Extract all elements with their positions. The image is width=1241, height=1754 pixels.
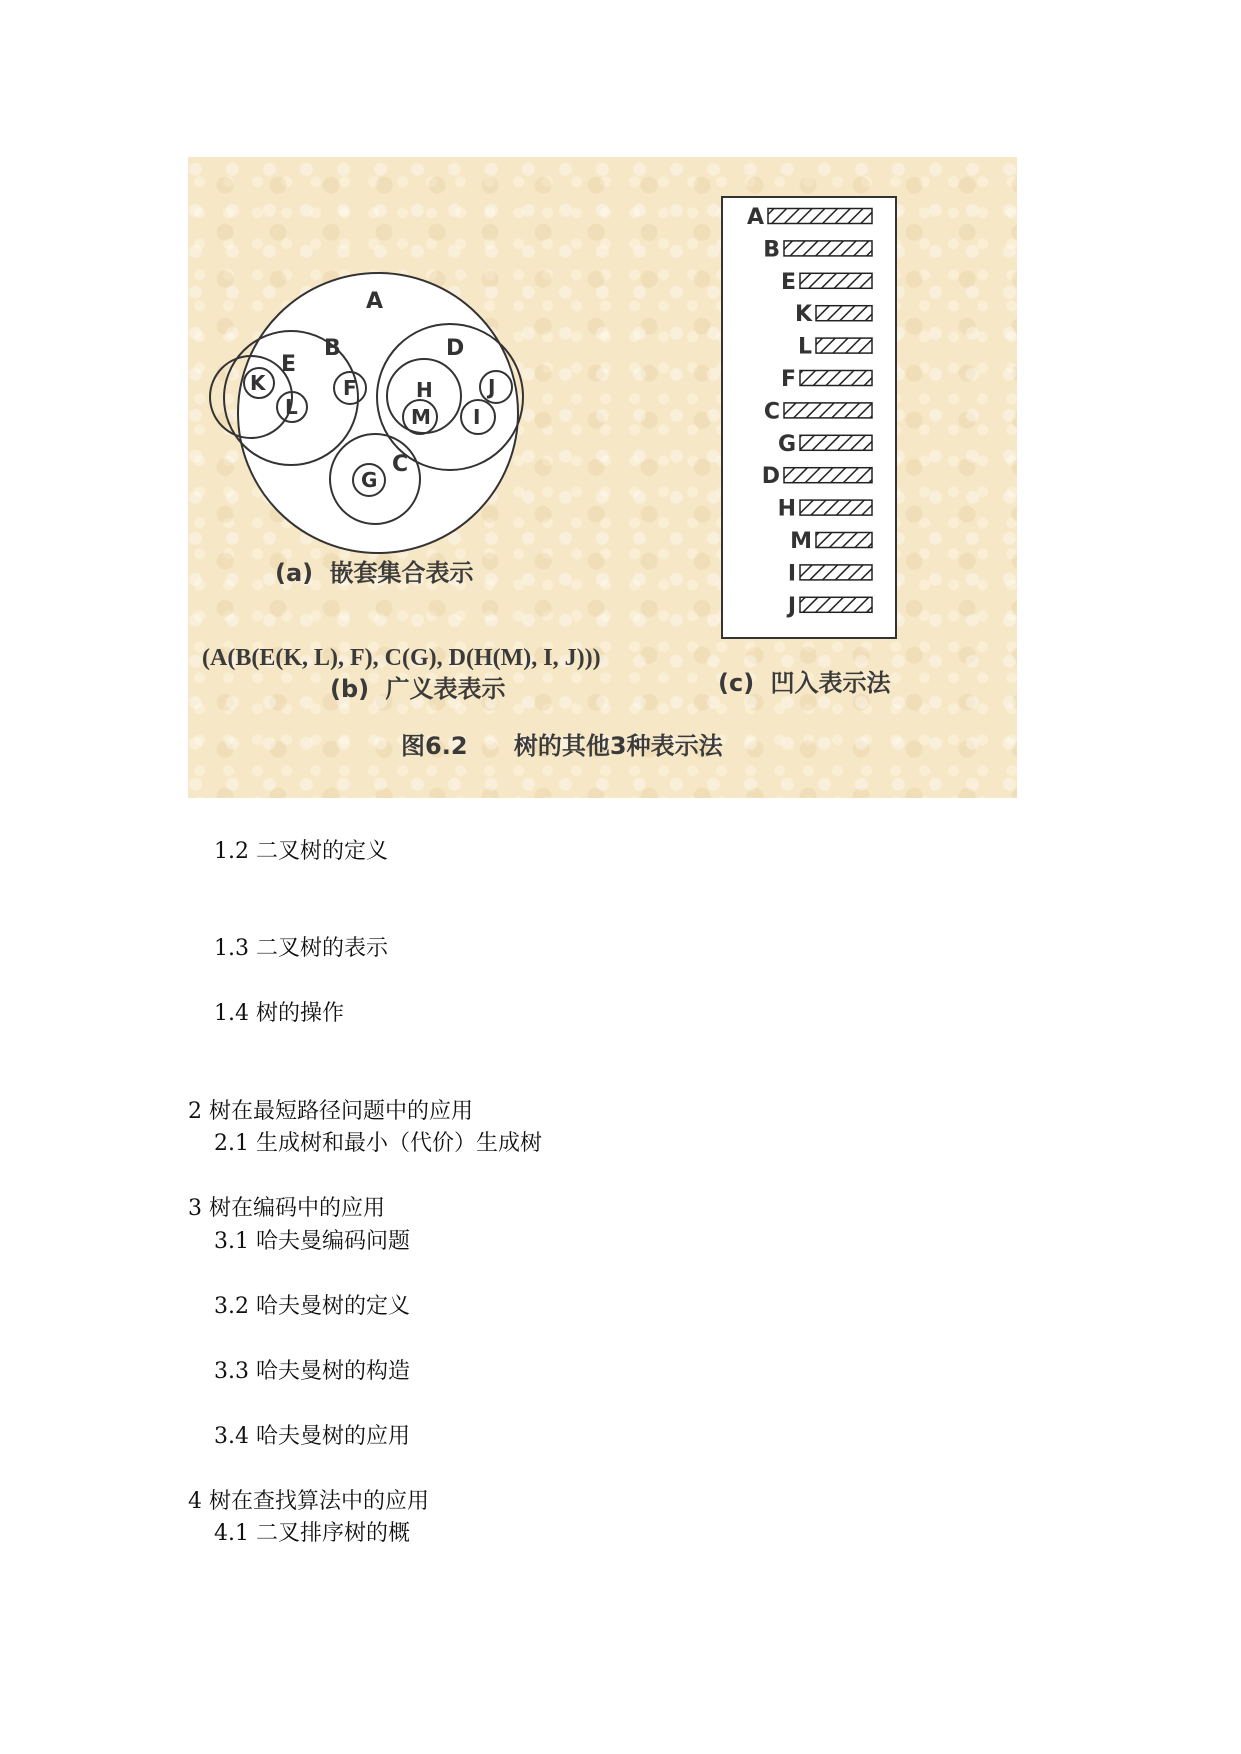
- label-B: B: [324, 336, 341, 361]
- generalized-list-expression: (A(B(E(K, L), F), C(G), D(H(M), I, J))): [202, 645, 601, 671]
- caption-a-tag: (a): [275, 559, 314, 587]
- indent-bar-h: [800, 500, 872, 515]
- indent-label-l: L: [797, 334, 812, 360]
- toc-item-3: 3 树在编码中的应用: [188, 1196, 385, 1221]
- indent-bar-e: [800, 273, 872, 288]
- label-D: D: [446, 336, 465, 361]
- indent-label-c: C: [763, 399, 780, 425]
- label-H: H: [416, 378, 433, 402]
- label-J: J: [488, 375, 496, 399]
- tree-representations-figure: [188, 157, 1017, 798]
- caption-a: [275, 559, 474, 587]
- caption-b: [330, 675, 506, 703]
- indent-bar-m: [816, 533, 872, 548]
- toc-item-3-4: 3.4 哈夫曼树的应用: [214, 1424, 410, 1449]
- figure-title-number: 图6.2: [401, 732, 468, 760]
- toc-item-3-3: 3.3 哈夫曼树的构造: [214, 1359, 410, 1384]
- toc-item-1-4: 1.4 树的操作: [214, 1001, 344, 1026]
- toc-item-2: 2 树在最短路径问题中的应用: [188, 1099, 473, 1124]
- indent-label-f: F: [780, 367, 796, 392]
- indent-label-g: G: [777, 431, 796, 457]
- label-E: E: [281, 352, 297, 377]
- label-L: L: [285, 395, 298, 419]
- caption-b-tag: (b): [330, 675, 370, 703]
- indent-bar-i: [800, 565, 872, 580]
- indent-label-j: J: [787, 593, 796, 619]
- toc-item-2-1: 2.1 生成树和最小（代价）生成树: [214, 1131, 542, 1156]
- toc-item-1-3: 1.3 二叉树的表示: [214, 936, 388, 961]
- toc-item-3-1: 3.1 哈夫曼编码问题: [214, 1229, 410, 1254]
- toc-item-4: 4 树在查找算法中的应用: [188, 1489, 429, 1514]
- indent-bar-g: [800, 435, 872, 450]
- indent-label-m: M: [790, 529, 812, 554]
- label-K: K: [250, 371, 266, 395]
- figure-canvas: [188, 157, 1017, 798]
- label-A: A: [366, 289, 384, 314]
- caption-c-text: 凹入表示法: [770, 669, 891, 697]
- indent-bar-j: [800, 597, 872, 612]
- toc-item-1-2: 1.2 二叉树的定义: [214, 839, 388, 864]
- indent-label-h: H: [777, 496, 796, 522]
- indent-bar-b: [784, 241, 872, 256]
- indent-label-i: I: [787, 561, 796, 587]
- indent-bar-d: [784, 468, 872, 483]
- indent-bar-f: [800, 371, 872, 386]
- indent-bar-a: [768, 209, 872, 224]
- indent-bar-l: [816, 338, 872, 353]
- figure-title: [401, 732, 724, 760]
- label-C: C: [392, 452, 409, 477]
- indent-label-d: D: [761, 464, 780, 490]
- caption-c: [718, 669, 892, 697]
- figure-title-text: 树的其他3种表示法: [513, 732, 723, 760]
- indent-label-b: B: [763, 237, 780, 263]
- indent-bar-c: [784, 403, 872, 418]
- toc-item-4-1: 4.1 二叉排序树的概: [214, 1521, 410, 1546]
- caption-c-tag: (c): [718, 669, 755, 697]
- indent-label-k: K: [794, 302, 812, 328]
- caption-a-text: 嵌套集合表示: [329, 559, 474, 587]
- toc-item-3-2: 3.2 哈夫曼树的定义: [214, 1294, 410, 1319]
- label-M: M: [411, 405, 431, 429]
- label-F: F: [343, 376, 357, 400]
- label-G: G: [361, 468, 378, 492]
- indent-label-e: E: [780, 269, 796, 295]
- indent-bar-k: [816, 306, 872, 321]
- indent-label-a: A: [746, 205, 764, 230]
- caption-b-text: 广义表表示: [385, 675, 506, 703]
- label-I: I: [473, 405, 481, 429]
